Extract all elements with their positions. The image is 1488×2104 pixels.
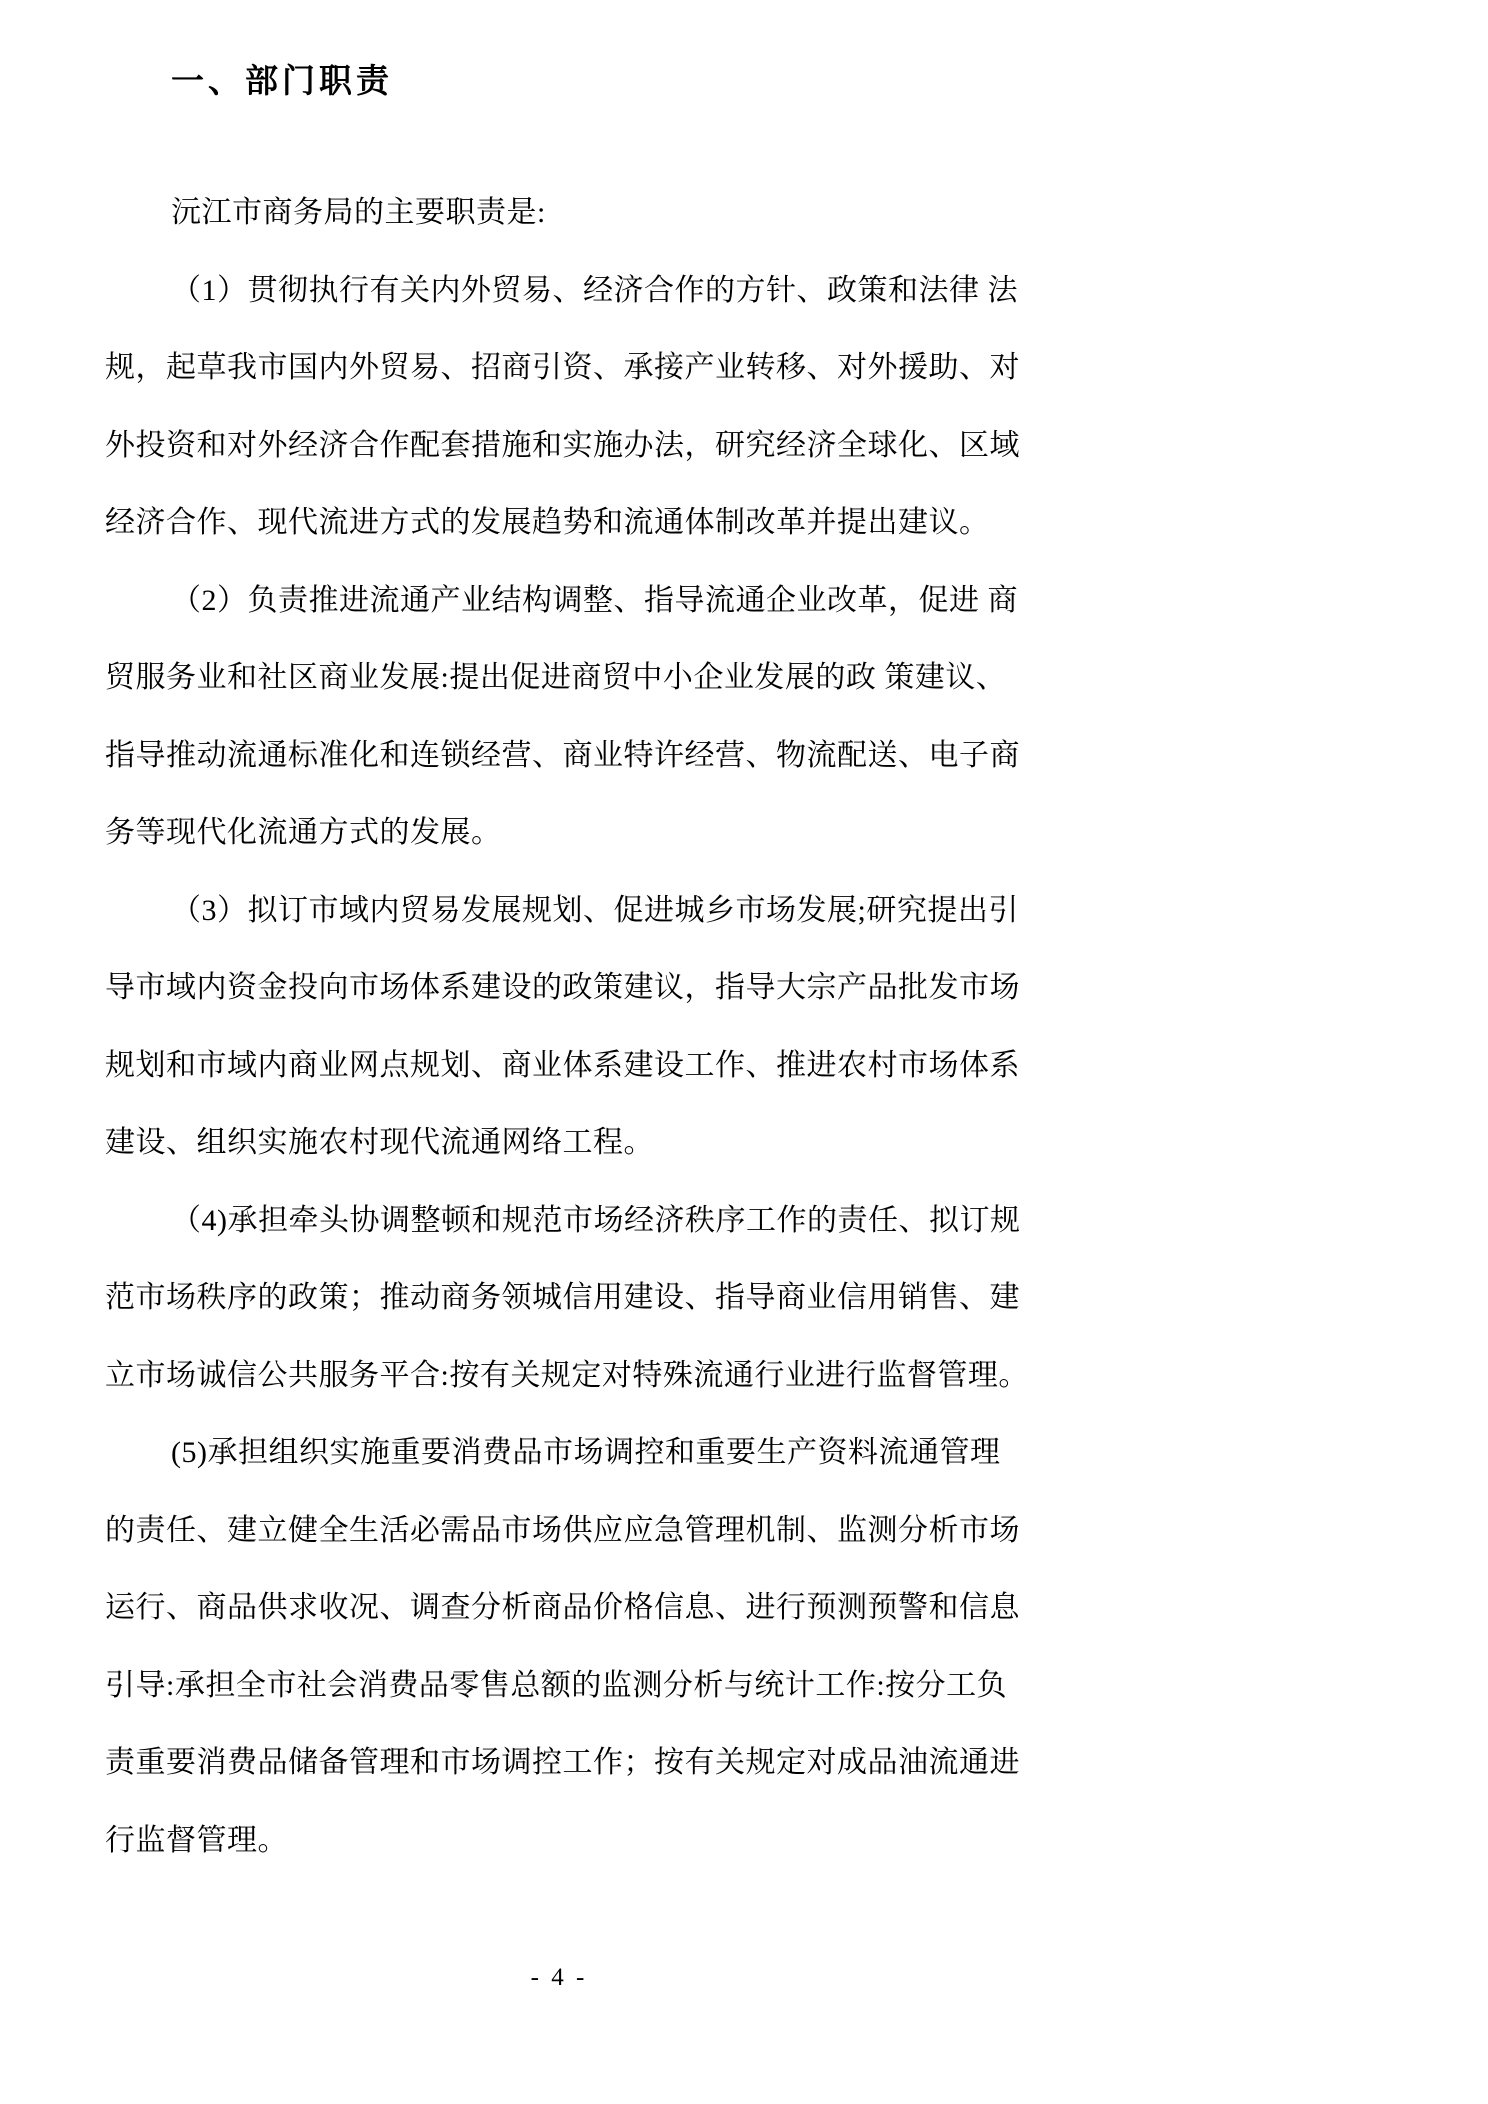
text-line: （3）拟订市域内贸易发展规划、促进城乡市场发展;研究提出引 — [171, 893, 1019, 927]
paragraph — [105, 872, 1020, 1182]
paragraph — [105, 252, 1020, 562]
paragraphs-container — [105, 174, 1029, 1879]
paragraph — [105, 174, 1013, 252]
text-line: （4)承担牵头协调整顿和规范市场经济秩序工作的责任、拟订规 — [171, 1203, 1021, 1237]
text-line: 外投资和对外经济合作配套措施和实施办法，研究经济全球化、区域 — [105, 428, 1020, 462]
text-line: (5)承担组织实施重要消费品市场调控和重要生产资料流通管理 — [171, 1436, 1001, 1469]
text-line: 行监督管理。 — [105, 1823, 288, 1857]
paragraph — [105, 562, 1020, 872]
paragraph — [105, 1182, 1029, 1415]
text-line: （2）负责推进流通产业结构调整、指导流通企业改革，促进 商 — [171, 583, 1018, 617]
text-line: 责重要消费品储备管理和市场调控工作；按有关规定对成品油流通进 — [105, 1746, 1020, 1779]
document-body — [105, 58, 1029, 1879]
text-line: 务等现代化流通方式的发展。 — [105, 816, 502, 849]
text-line: 经济合作、现代流进方式的发展趋势和流通体制改革并提出建议。 — [105, 506, 990, 539]
text-line: 贸服务业和社区商业发展:提出促进商贸中小企业发展的政 策建议、 — [105, 661, 1007, 694]
text-line: 引导:承担全市社会消费品零售总额的监测分析与统计工作:按分工负 — [105, 1668, 1008, 1702]
text-line: 范市场秩序的政策；推动商务领城信用建设、指导商业信用销售、建 — [105, 1281, 1020, 1314]
text-line: 建设、组织实施农村现代流通网络工程。 — [105, 1126, 654, 1159]
text-line: 立市场诚信公共服务平合:按有关规定对特殊流通行业进行监督管理。 — [105, 1358, 1029, 1392]
text-line: 运行、商品供求收况、调查分析商品价格信息、进行预测预警和信息 — [105, 1591, 1020, 1624]
text-line: 指导推动流通标准化和连锁经营、商业特许经营、物流配送、电子商 — [105, 738, 1020, 772]
text-line: 规划和市域内商业网点规划、商业体系建设工作、推进农村市场体系 — [105, 1048, 1020, 1082]
text-line: 沅江市商务局的主要职责是: — [171, 196, 546, 229]
text-line: 规，起草我市国内外贸易、招商引资、承接产业转移、对外援助、对 — [105, 351, 1020, 384]
text-line: 导市域内资金投向市场体系建设的政策建议，指导大宗产品批发市场 — [105, 971, 1020, 1004]
section-heading: 一、部门职责 — [171, 64, 393, 100]
text-line: 的责任、建立健全生活必需品市场供应应急管理机制、监测分析市场 — [105, 1513, 1020, 1547]
paragraph — [105, 1414, 1020, 1879]
page-number: - 4 - — [530, 1964, 588, 1991]
text-line: （1）贯彻执行有关内外贸易、经济合作的方针、政策和法律 法 — [171, 273, 1018, 307]
